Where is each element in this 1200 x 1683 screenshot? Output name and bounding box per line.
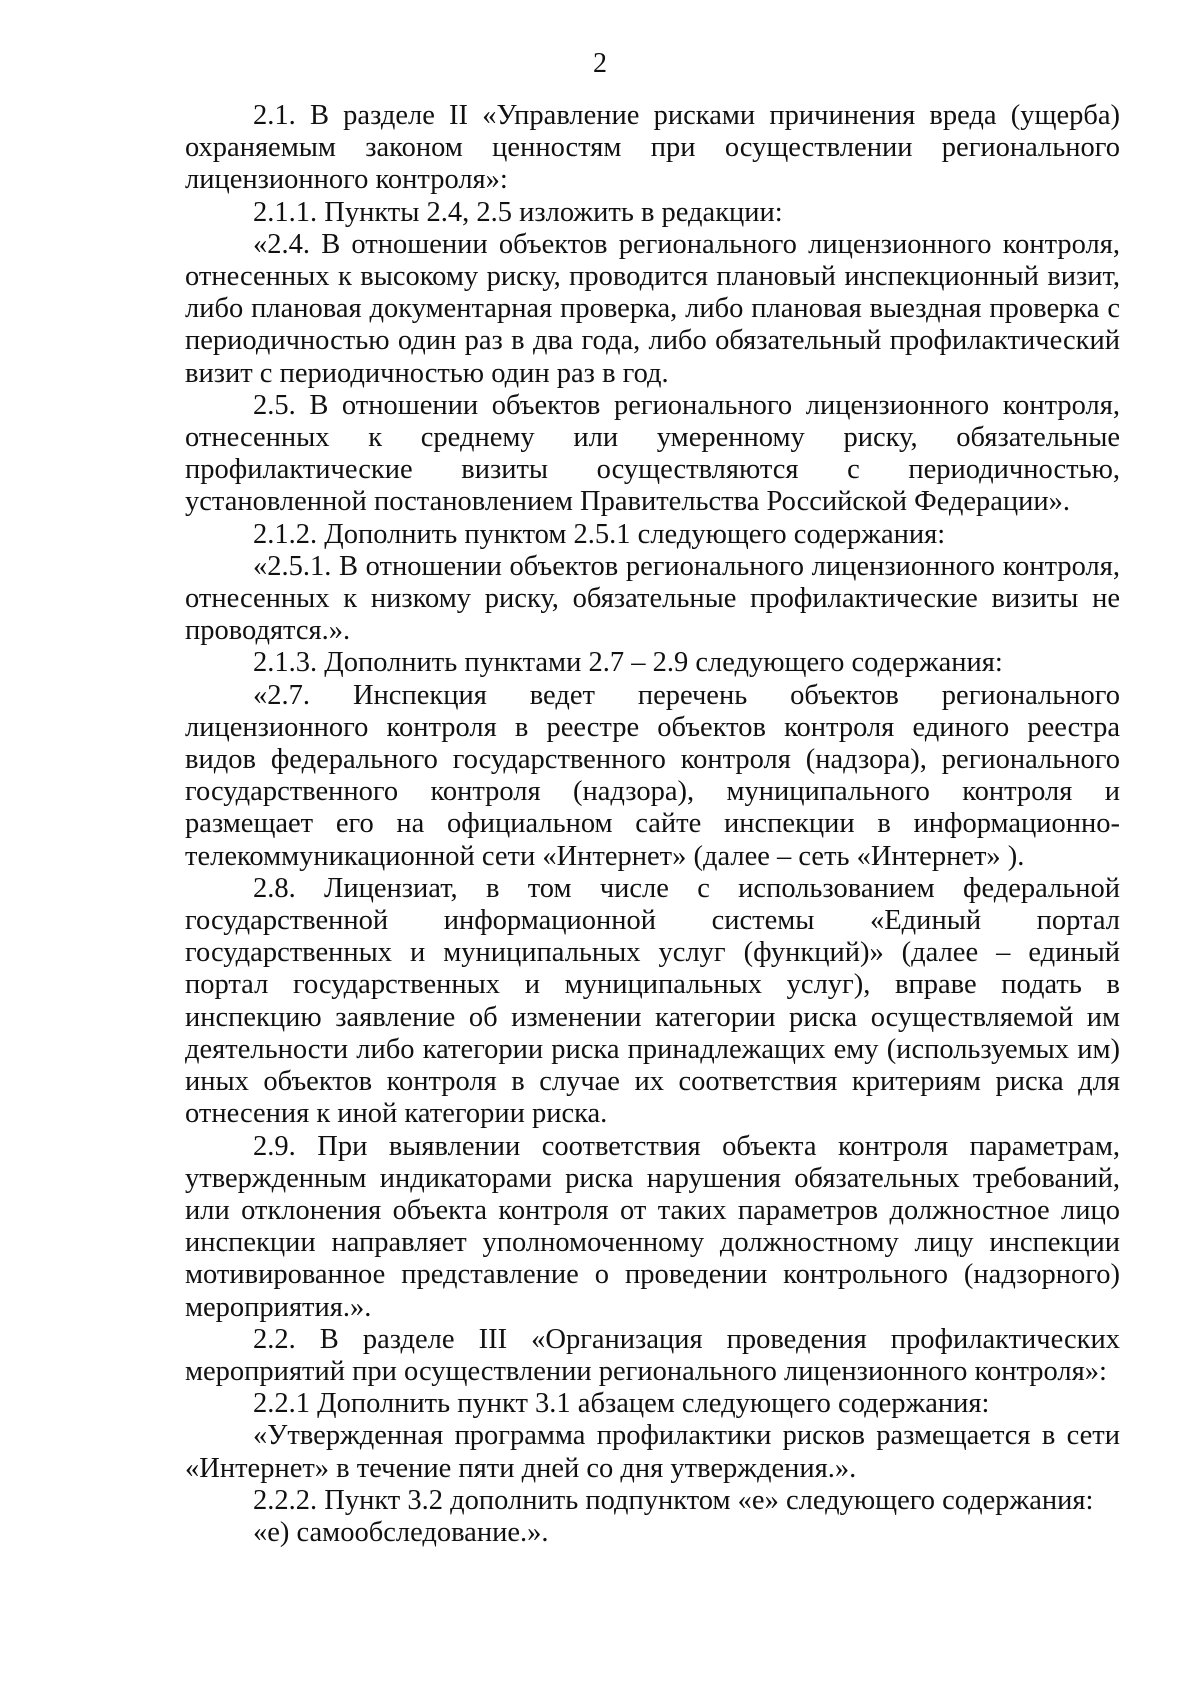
paragraph-2-2-1: 2.2.1 Дополнить пункт 3.1 абзацем следующего содержания: xyxy=(253,1388,990,1420)
paragraph-2-5-1: «2.5.1. В отношении объектов регионального лицензионного контроля, отнесенных к низкому риску, обязательные профилактические визиты не проводятся.». xyxy=(185,550,1120,647)
paragraph-2-5: 2.5. В отношении объектов регионального лицензионного контроля, отнесенных к среднему или умеренному риску, обязательные профилактические визиты осуществляются с периодичностью, установленной постановлением Правительства Российской Федерации». xyxy=(185,389,1120,518)
paragraph-2-2-2: 2.2.2. Пункт 3.2 дополнить подпунктом «е» следующего содержания: xyxy=(253,1484,1094,1516)
page-number: 2 xyxy=(593,48,607,79)
paragraph-2-8: 2.8. Лицензиат, в том числе с использованием федеральной государственной информационной системы «Единый портал государственных и муниципальных услуг (функций)» (далее – единый портал государственных и муниципальных услуг), вправе подать в инспекцию заявление об изменении категории риска осуществляемой им деятельности либо категории риска принадлежащих ему (используемых им) иных объектов контроля в случае их соответствия критериям риска для отнесения к иной категории риска. xyxy=(185,872,1120,1130)
paragraph-2-9: 2.9. При выявлении соответствия объекта контроля параметрам, утвержденным индикаторами риска нарушения обязательных требований, или отклонения объекта контроля от таких параметров должностное лицо инспекции направляет уполномоченному должностному лицу инспекции мотивированное представление о проведении контрольного (надзорного) мероприятия.». xyxy=(185,1130,1120,1323)
paragraph-3-2-subitem-e: «е) самообследование.». xyxy=(253,1516,549,1548)
document-body xyxy=(185,100,1120,1549)
paragraph-2-7: «2.7. Инспекция ведет перечень объектов регионального лицензионного контроля в реестре объектов контроля единого реестра видов федерального государственного контроля (надзора), регионального государственного контроля (надзора), муниципального контроля и размещает его на официальном сайте инспекции в информационно-телекоммуникационной сети «Интернет» (далее – сеть «Интернет» ). xyxy=(185,679,1120,872)
paragraph-2-1-2: 2.1.2. Дополнить пунктом 2.5.1 следующего содержания: xyxy=(253,518,946,550)
paragraph-2-1: 2.1. В разделе II «Управление рисками причинения вреда (ущерба) охраняемым законом ценностям при осуществлении регионального лицензионного контроля»: xyxy=(185,100,1120,196)
paragraph-2-1-1: 2.1.1. Пункты 2.4, 2.5 изложить в редакции: xyxy=(253,196,783,228)
paragraph-2-4: «2.4. В отношении объектов регионального лицензионного контроля, отнесенных к высокому риску, проводится плановый инспекционный визит, либо плановая документарная проверка, либо плановая выездная проверка с периодичностью один раз в два года, либо обязательный профилактический визит с периодичностью один раз в год. xyxy=(185,228,1120,389)
paragraph-2-1-3: 2.1.3. Дополнить пунктами 2.7 – 2.9 следующего содержания: xyxy=(253,647,1003,679)
paragraph-2-2: 2.2. В разделе III «Организация проведения профилактических мероприятий при осуществлении регионального лицензионного контроля»: xyxy=(185,1323,1120,1387)
paragraph-3-1-addition: «Утвержденная программа профилактики рисков размещается в сети «Интернет» в течение пяти дней со дня утверждения.». xyxy=(185,1420,1120,1484)
